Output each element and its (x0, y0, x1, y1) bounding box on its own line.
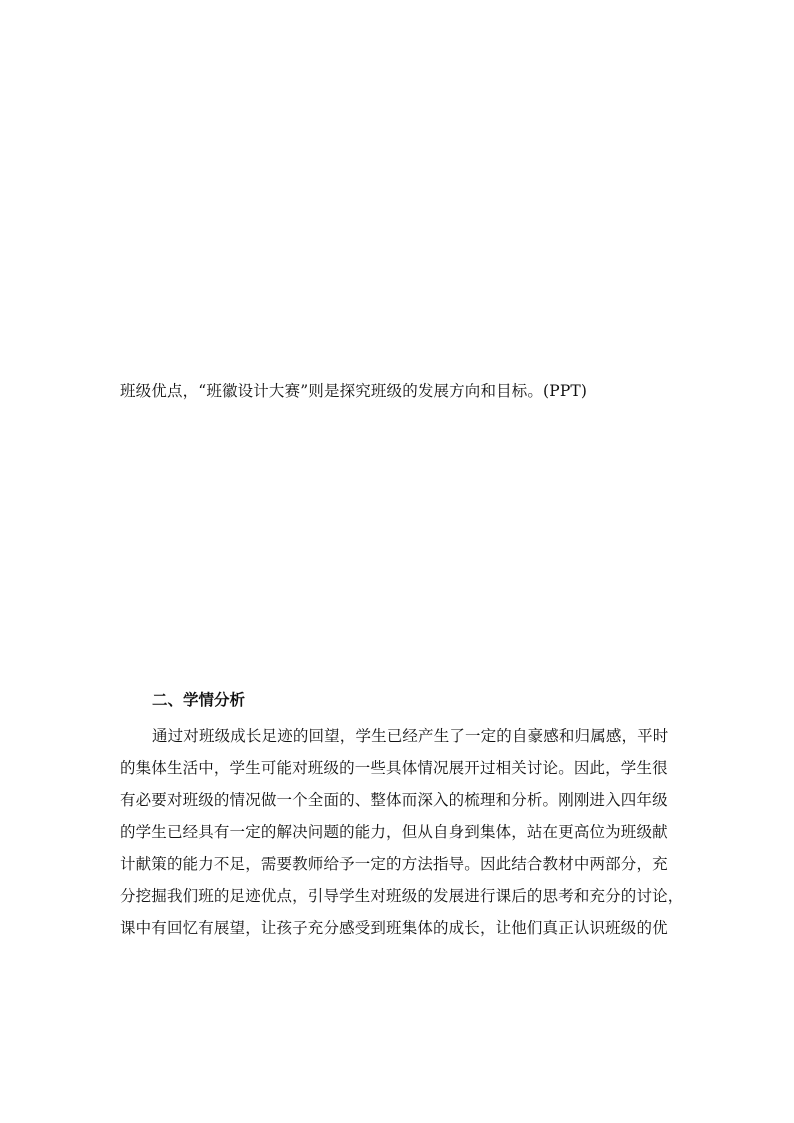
paragraph-line-2: 的集体生活中，学生可能对班级的一些具体情况展开过相关讨论。因此，学生很 (120, 759, 668, 777)
paragraph-line-7: 课中有回忆有展望，让孩子充分感受到班集体的成长，让他们真正认识班级的优 (120, 919, 668, 937)
paragraph-line-3: 有必要对班级的情况做一个全面的、整体而深入的梳理和分析。刚刚进入四年级 (120, 791, 668, 809)
paragraph-line-1: 通过对班级成长足迹的回望，学生已经产生了一定的自豪感和归属感，平时 (152, 727, 669, 745)
section-heading: 二、学情分析 (152, 691, 246, 709)
continuation-line: 班级优点，“班徽设计大赛”则是探究班级的发展方向和目标。(PPT) (120, 382, 588, 400)
paragraph-line-4: 的学生已经具有一定的解决问题的能力，但从自身到集体，站在更高位为班级献 (120, 823, 668, 841)
paragraph-line-6: 分挖掘我们班的足迹优点，引导学生对班级的发展进行课后的思考和充分的讨论， (120, 887, 684, 905)
paragraph-line-5: 计献策的能力不足，需要教师给予一定的方法指导。因此结合教材中两部分，充 (120, 855, 668, 873)
